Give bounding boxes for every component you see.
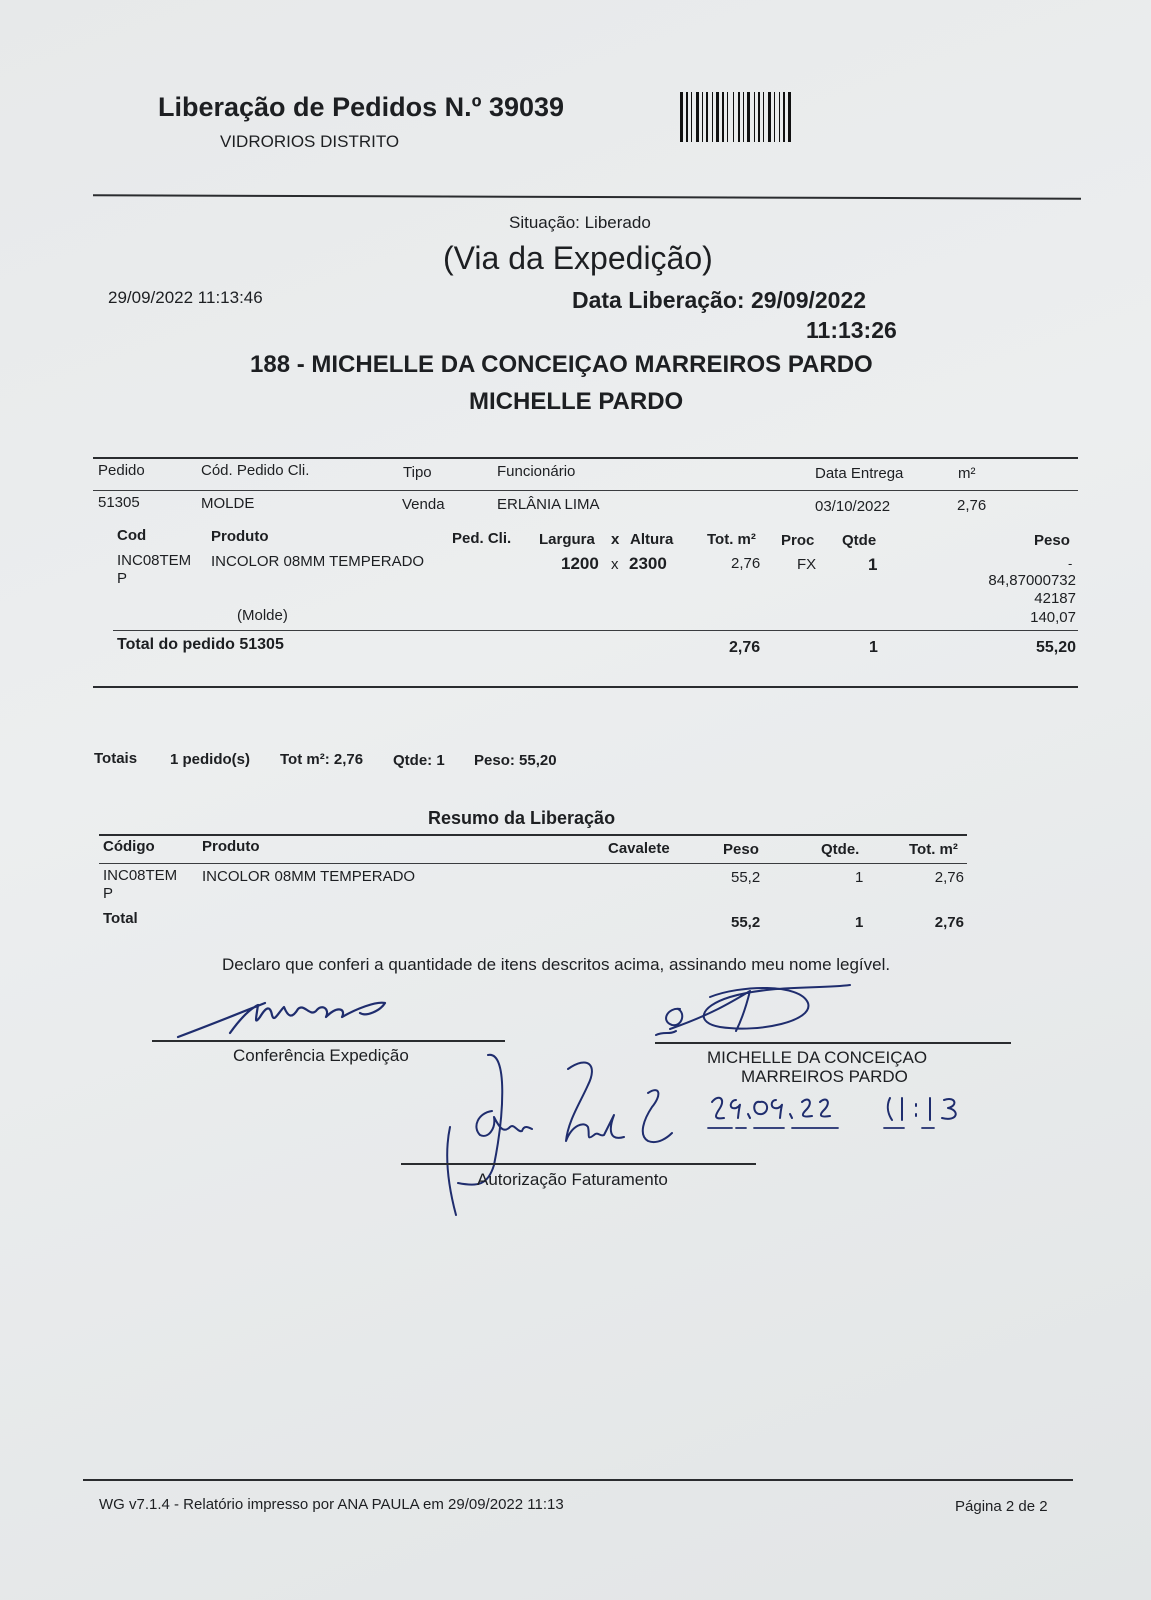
items-header-produto: Produto (211, 528, 269, 545)
barcode-bar (702, 92, 703, 142)
item-largura: 1200 (561, 554, 599, 573)
barcode-bar (680, 92, 683, 142)
order-table-header-rule (93, 490, 1078, 491)
item-altura: 2300 (629, 554, 667, 573)
barcode (680, 92, 855, 142)
items-header-x: x (611, 531, 620, 548)
barcode-bar (754, 92, 755, 142)
handwritten-date (708, 1092, 988, 1134)
order-cod-pedido-cli: MOLDE (201, 495, 255, 512)
via-label: (Via da Expedição) (443, 240, 713, 276)
client-name: 188 - MICHELLE DA CONCEIÇAO MARREIROS PARDO (250, 351, 873, 378)
order-funcionario: ERLÂNIA LIMA (497, 496, 600, 513)
summary-total-label: Total (103, 910, 138, 927)
barcode-bar (788, 92, 791, 142)
client-signature (650, 985, 860, 1055)
barcode-bar (722, 92, 724, 142)
release-date: Data Liberação: 29/09/2022 (572, 287, 867, 313)
summary-codigo-line2: P (103, 885, 114, 902)
item-peso-line1: 84,87000732 (988, 572, 1076, 589)
item-tot-m2: 2,76 (731, 555, 761, 572)
autorizacao-signature (448, 1055, 678, 1220)
order-tipo: Venda (402, 496, 445, 513)
item-cod-line1: INC08TEM (117, 552, 192, 569)
items-header-proc: Proc (781, 532, 815, 549)
header-tipo: Tipo (403, 464, 432, 481)
summary-codigo-line1: INC08TEM (103, 867, 178, 884)
company-name: VIDRORIOS DISTRITO (220, 132, 400, 151)
totals-label: Totais (94, 750, 138, 767)
client-name-line2: MARREIROS PARDO (741, 1067, 908, 1086)
order-pedido: 51305 (98, 494, 140, 511)
summary-total-peso: 55,2 (731, 914, 761, 931)
client-nickname: MICHELLE PARDO (469, 388, 684, 415)
conferencia-label: Conferência Expedição (233, 1046, 409, 1065)
order-total-peso: 55,20 (1035, 639, 1076, 656)
barcode-bar (712, 92, 713, 142)
summary-header-rule (99, 863, 967, 864)
totals-pedidos: 1 pedido(s) (170, 751, 251, 768)
autorizacao-label: Autorização Faturamento (477, 1170, 668, 1189)
barcode-bar (779, 92, 780, 142)
item-qtde: 1 (868, 555, 878, 574)
declaration-text: Declaro que conferi a quantidade de itens descritos acima, assinando meu nome legível. (222, 955, 891, 974)
conferencia-signature-line (152, 1040, 505, 1042)
item-peso-dash: - (1068, 556, 1073, 571)
order-table-top-rule (93, 457, 1078, 459)
order-total-qtde: 1 (869, 639, 878, 656)
barcode-bar (727, 92, 728, 142)
summary-total-tot-m2: 2,76 (934, 914, 964, 931)
barcode-bar (691, 92, 692, 142)
barcode-bar (783, 92, 785, 142)
barcode-bar (716, 92, 719, 142)
order-table-bottom-rule (93, 686, 1078, 688)
items-header-qtde: Qtde (842, 532, 877, 549)
item-produto: INCOLOR 08MM TEMPERADO (211, 553, 425, 570)
item-proc: FX (797, 556, 817, 573)
totals-qtde: Qtde: 1 (393, 752, 445, 769)
item-note: (Molde) (237, 607, 288, 624)
barcode-bar (686, 92, 688, 142)
barcode-bar (763, 92, 764, 142)
client-name-line1: MICHELLE DA CONCEIÇAO (707, 1048, 928, 1067)
client-signature-line (655, 1042, 1011, 1044)
items-header-cod: Cod (117, 527, 147, 544)
summary-title: Resumo da Liberação (428, 808, 616, 828)
header-data-entrega: Data Entrega (815, 465, 904, 482)
totals-peso: Peso: 55,20 (474, 752, 557, 769)
conferencia-signature (170, 995, 400, 1040)
summary-header-qtde: Qtde. (821, 841, 860, 858)
items-header-largura: Largura (539, 531, 595, 548)
order-m2: 2,76 (957, 497, 987, 514)
order-total-m2: 2,76 (729, 639, 761, 656)
item-x: x (611, 556, 619, 573)
summary-total-qtde: 1 (855, 914, 864, 931)
items-header-ped-cli: Ped. Cli. (452, 530, 512, 547)
item-peso-line2: 42187 (1034, 590, 1076, 607)
barcode-bar (743, 92, 744, 142)
barcode-bar (696, 92, 699, 142)
barcode-bar (758, 92, 760, 142)
header-m2: m² (958, 465, 976, 482)
summary-peso: 55,2 (731, 869, 761, 886)
footer-printed-by: WG v7.1.4 - Relatório impresso por ANA PAULA em 29/09/2022 11:13 (99, 1496, 564, 1513)
summary-header-tot-m2: Tot. m² (909, 841, 958, 858)
header-divider (93, 194, 1081, 199)
summary-produto: INCOLOR 08MM TEMPERADO (202, 868, 416, 885)
barcode-bar (768, 92, 771, 142)
barcode-bar (738, 92, 740, 142)
header-funcionario: Funcionário (497, 463, 576, 480)
items-header-tot-m2: Tot. m² (707, 531, 756, 548)
status-text: Situação: Liberado (509, 213, 651, 232)
items-total-rule (113, 630, 1078, 631)
autorizacao-signature-line (401, 1163, 756, 1165)
summary-qtde: 1 (855, 869, 864, 886)
summary-header-peso: Peso (723, 841, 759, 858)
barcode-bar (733, 92, 734, 142)
order-data-entrega: 03/10/2022 (815, 498, 891, 515)
release-time: 11:13:26 (806, 317, 897, 343)
header-pedido: Pedido (98, 462, 145, 479)
summary-top-rule (99, 834, 967, 836)
items-header-altura: Altura (630, 531, 674, 548)
barcode-bar (774, 92, 775, 142)
header-cod-pedido-cli: Cód. Pedido Cli. (201, 462, 310, 479)
footer-page-number: Página 2 de 2 (955, 1498, 1048, 1515)
summary-tot-m2: 2,76 (934, 869, 964, 886)
item-peso-line3: 140,07 (1030, 609, 1076, 626)
summary-header-codigo: Código (103, 838, 155, 855)
summary-header-produto: Produto (202, 838, 260, 855)
items-header-peso: Peso (1034, 532, 1070, 549)
barcode-bar (747, 92, 750, 142)
item-cod-line2: P (117, 570, 128, 587)
order-total-label: Total do pedido 51305 (117, 636, 284, 653)
footer-rule (83, 1479, 1073, 1481)
document-title: Liberação de Pedidos N.º 39039 (158, 92, 565, 122)
barcode-bar (706, 92, 708, 142)
printed-datetime: 29/09/2022 11:13:46 (108, 288, 263, 307)
summary-header-cavalete: Cavalete (608, 840, 670, 857)
totals-tot-m2: Tot m²: 2,76 (280, 751, 364, 768)
